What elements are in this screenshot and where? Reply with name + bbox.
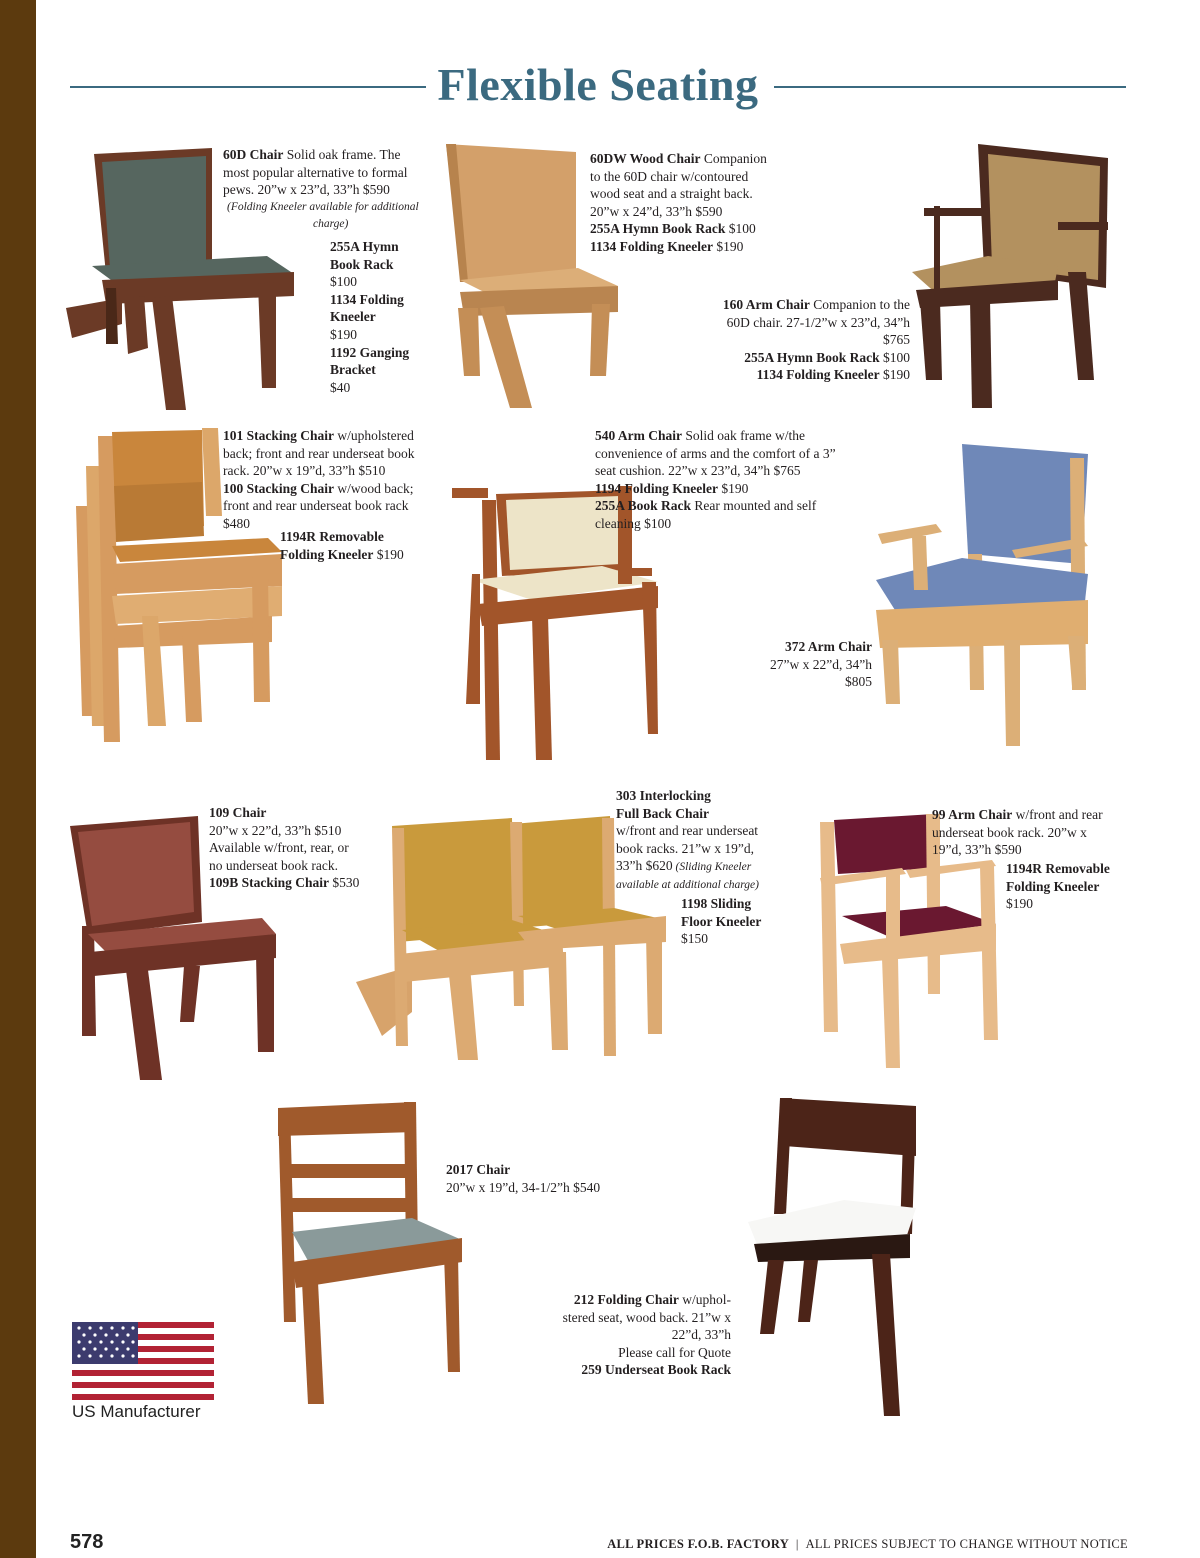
product-372-price: $805 <box>845 674 872 690</box>
accessory-price: cleaning $100 <box>595 515 672 531</box>
product-99-name: 99 Arm Chair <box>932 807 1013 822</box>
accessory-price: $190 <box>713 238 744 254</box>
chair-160-image <box>908 140 1120 412</box>
product-303-name: 303 Interlocking <box>616 788 711 803</box>
product-540-dimensions-price: seat cushion. 22”w x 23”d, 34”h $765 <box>595 463 801 479</box>
accessory-price: $190 <box>718 480 749 496</box>
product-303-note: (Sliding Kneeler <box>672 861 752 874</box>
accessory-name: 255A Book Rack <box>595 498 692 514</box>
product-303-accessory <box>681 895 781 948</box>
product-99-dimensions-price: 19”d, 33”h $590 <box>932 842 1022 858</box>
footer-separator: | <box>795 1537 799 1551</box>
product-109-name: 109 Chair <box>209 805 267 820</box>
page-spine-bar <box>0 0 36 1558</box>
accessory-name: 255A Hymn Book Rack <box>744 349 880 365</box>
accessory-name: Folding Kneeler <box>1006 878 1100 894</box>
product-372-description <box>740 638 872 691</box>
product-60d-accessories <box>330 238 430 396</box>
accessory-price: $190 <box>330 326 357 342</box>
chair-212-image <box>744 1094 920 1418</box>
product-101-text: w/upholstered <box>334 428 414 443</box>
footer-fob-note: ALL PRICES F.O.B. FACTORY <box>607 1537 790 1551</box>
product-60dw-text: Companion <box>700 151 767 166</box>
product-2017-dimensions-price: 20”w x 19”d, 34-1/2”h $540 <box>446 1179 601 1195</box>
product-109-text: no underseat book rack. <box>209 857 338 873</box>
product-60dw-dimensions-price: 20”w x 24”d, 33”h $590 <box>590 203 723 219</box>
product-160-text: Companion to the <box>809 297 910 312</box>
product-540-description <box>595 427 865 533</box>
product-540-text: convenience of arms and the comfort of a 3” <box>595 445 836 461</box>
accessory-price: $100 <box>879 349 910 365</box>
us-flag-icon <box>72 1322 214 1400</box>
accessory-name: 1134 Folding <box>330 291 404 307</box>
product-372-dimensions: 27”w x 22”d, 34”h <box>770 656 872 672</box>
product-2017-description <box>446 1161 626 1196</box>
footer-price-note: ALL PRICES SUBJECT TO CHANGE WITHOUT NOTICE <box>805 1537 1128 1551</box>
product-101-name: 101 Stacking Chair <box>223 428 335 443</box>
product-60d-text: most popular alternative to formal <box>223 164 408 180</box>
product-160-dimensions: 60D chair. 27-1/2”w x 23”d, 34”h <box>726 314 910 330</box>
product-303-dimensions: book racks. 21”w x 19”d, <box>616 840 754 856</box>
product-99-text: w/front and rear <box>1012 807 1103 822</box>
product-212-description <box>520 1291 731 1379</box>
accessory-name: Kneeler <box>330 309 376 325</box>
product-212-dimensions: 22”d, 33”h <box>671 1327 731 1343</box>
product-109b-price: $530 <box>329 875 360 891</box>
product-100-price: $480 <box>223 515 250 531</box>
product-60d-text: Solid oak frame. The <box>283 147 401 162</box>
product-101-description <box>223 427 443 533</box>
accessory-name: Book Rack <box>330 256 394 272</box>
product-100-name: 100 Stacking Chair <box>223 480 335 496</box>
product-100-text: w/wood back; <box>334 480 414 496</box>
product-100-text: front and rear underseat book rack <box>223 498 409 514</box>
accessory-name: 255A Hymn Book Rack <box>590 221 726 237</box>
us-manufacturer-label: US Manufacturer <box>72 1402 201 1421</box>
product-109-dimensions-price: 20”w x 22”d, 33”h $510 <box>209 822 342 838</box>
product-60d-name: 60D Chair <box>223 147 284 162</box>
product-60d-dimensions-price: pews. 20”w x 23”d, 33”h $590 <box>223 182 390 198</box>
product-2017-name: 2017 Chair <box>446 1162 511 1177</box>
accessory-price: $100 <box>725 221 756 237</box>
product-160-name: 160 Arm Chair <box>722 297 810 312</box>
product-60dw-text: wood seat and a straight back. <box>590 186 753 202</box>
accessory-name: 1198 Sliding <box>681 896 752 911</box>
page-title: Flexible Seating <box>437 59 759 110</box>
product-212-text: stered seat, wood back. 21”w x <box>562 1309 731 1325</box>
product-212-price: Please call for Quote <box>618 1344 731 1360</box>
accessory-price: $190 <box>879 367 910 383</box>
product-540-name: 540 Arm Chair <box>595 428 682 443</box>
product-303-description <box>616 787 786 895</box>
accessory-name: 1194 Folding Kneeler <box>595 480 718 496</box>
product-60dw-name: 60DW Wood Chair <box>590 151 701 166</box>
product-303-note: available at additional charge) <box>616 878 759 891</box>
accessory-name: 255A Hymn <box>330 239 399 254</box>
accessory-price: $100 <box>330 274 357 290</box>
accessory-price: $40 <box>330 379 351 395</box>
accessory-name: 259 Underseat Book Rack <box>581 1362 731 1378</box>
chair-372-image <box>872 440 1094 752</box>
product-99-accessory <box>1006 860 1126 913</box>
product-212-name: 212 Folding Chair <box>573 1292 679 1307</box>
product-60d-note: (Folding Kneeler available for additional <box>227 200 419 213</box>
accessory-name: 1194R Removable <box>280 529 384 544</box>
product-303-text: w/front and rear underseat <box>616 823 759 839</box>
page-number: 578 <box>70 1531 104 1553</box>
accessory-name: Folding Kneeler <box>280 546 374 562</box>
accessory-name: 1194R Removable <box>1006 861 1110 876</box>
accessory-name: Bracket <box>330 362 376 378</box>
product-101-text: back; front and rear underseat book <box>223 445 415 461</box>
product-109-text: Available w/front, rear, or <box>209 840 349 856</box>
product-60dw-description <box>590 150 800 256</box>
page-title-row <box>70 58 1126 118</box>
product-372-name: 372 Arm Chair <box>785 639 872 654</box>
product-60d-description <box>223 146 441 234</box>
product-212-text: w/uphol- <box>678 1292 731 1307</box>
product-109b-name: 109B Stacking Chair <box>209 875 330 891</box>
accessory-name: Floor Kneeler <box>681 913 762 929</box>
accessory-text: Rear mounted and self <box>691 498 817 514</box>
product-540-text: Solid oak frame w/the <box>682 428 805 443</box>
product-160-description <box>680 296 910 384</box>
page-footer <box>607 1537 1128 1552</box>
product-303-name: Full Back Chair <box>616 805 710 821</box>
accessory-price: $190 <box>1006 896 1033 912</box>
product-101-accessory <box>280 528 440 563</box>
product-109-description <box>209 804 379 892</box>
accessory-price: $190 <box>373 546 404 562</box>
product-99-text: underseat book rack. 20”w x <box>932 824 1087 840</box>
chair-2017-image <box>272 1102 472 1406</box>
accessory-name: 1134 Folding Kneeler <box>590 238 713 254</box>
product-101-dimensions-price: rack. 20”w x 19”d, 33”h $510 <box>223 463 386 479</box>
accessory-name: 1134 Folding Kneeler <box>756 367 880 383</box>
accessory-price: $150 <box>681 931 708 947</box>
accessory-name: 1192 Ganging <box>330 344 410 360</box>
product-303-dimensions-price: 33”h $620 <box>616 858 673 874</box>
product-99-description <box>932 806 1127 859</box>
product-60dw-text: to the 60D chair w/contoured <box>590 168 749 184</box>
product-160-price: $765 <box>883 332 910 348</box>
product-60d-note: charge) <box>313 218 349 231</box>
